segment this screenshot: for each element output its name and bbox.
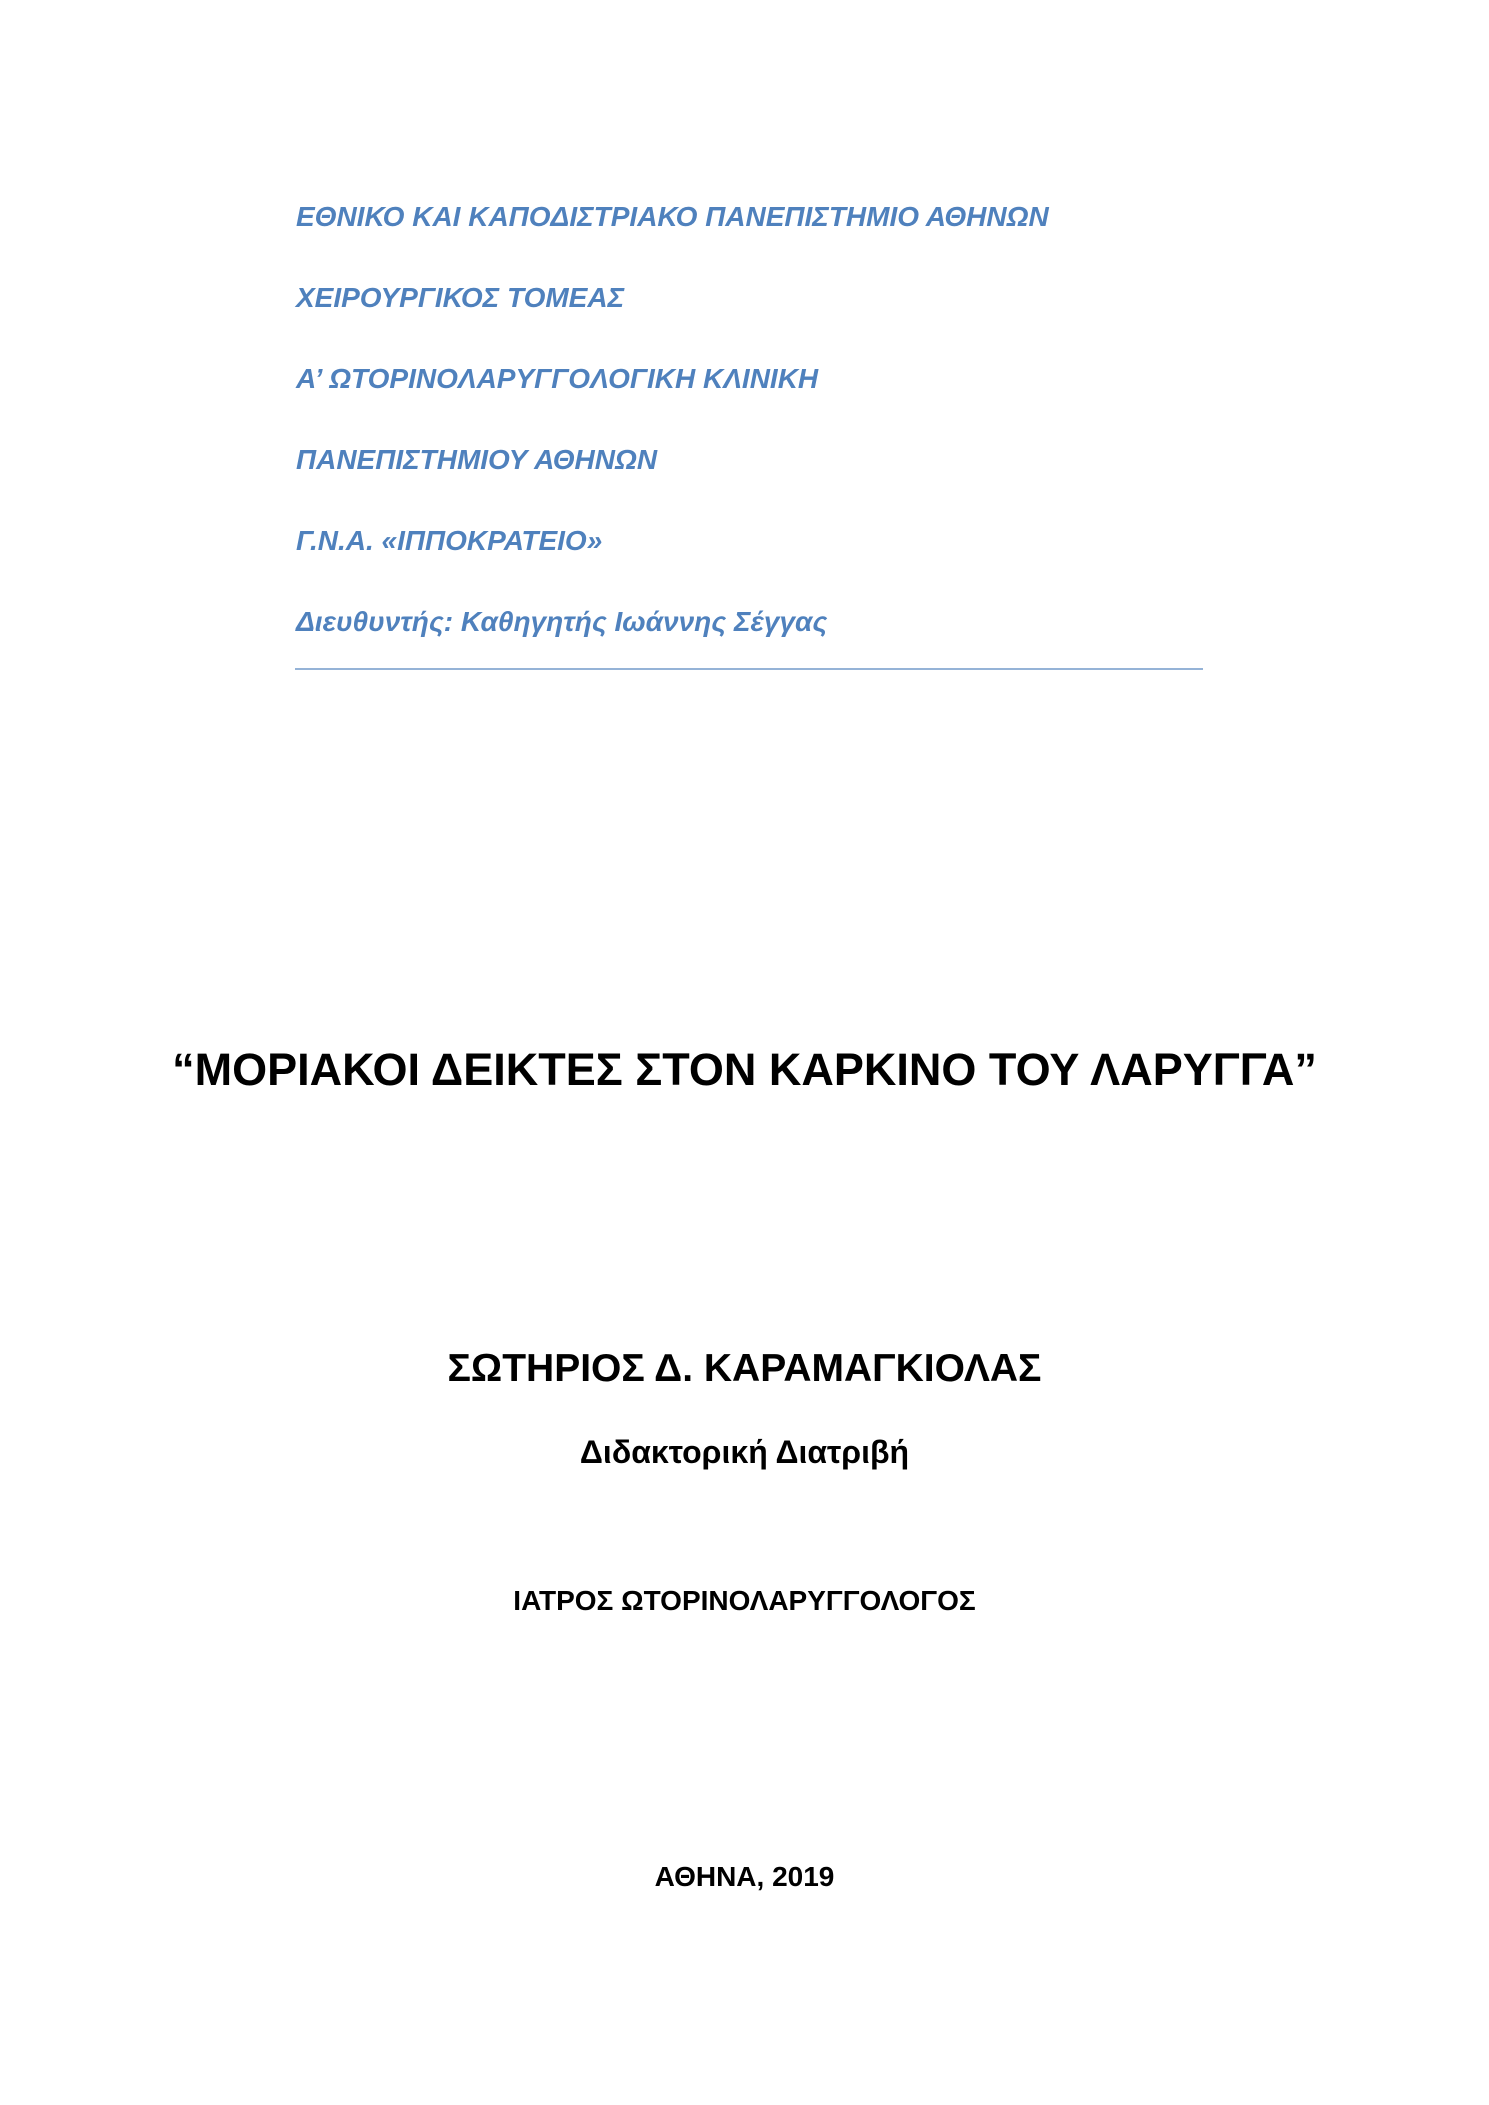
university-name: ΕΘΝΙΚΟ ΚΑΙ ΚΑΠΟΔΙΣΤΡΙΑΚΟ ΠΑΝΕΠΙΣΤΗΜΙΟ ΑΘΗΝΩΝ (296, 201, 1049, 232)
institution-header (296, 200, 1206, 686)
director-line: Διευθυντής: Καθηγητής Ιωάννης Σέγγας (296, 606, 828, 637)
hospital-name: Γ.Ν.Α. «ΙΠΠΟΚΡΑΤΕΙΟ» (296, 525, 603, 556)
place-and-date: ΑΘΗΝΑ, 2019 (654, 1861, 835, 1892)
clinic-university: ΠΑΝΕΠΙΣΤΗΜΙΟΥ ΑΘΗΝΩΝ (296, 444, 658, 475)
author-name: ΣΩΤΗΡΙΟΣ Δ. ΚΑΡΑΜΑΓΚΙΟΛΑΣ (447, 1347, 1042, 1390)
thesis-title: “ΜΟΡΙΑΚΟΙ ΔΕΙΚΤΕΣ ΣΤΟΝ ΚΑΡΚΙΝΟ ΤΟΥ ΛΑΡΥΓΓΑ” (172, 1044, 1317, 1095)
clinic-name: Α’ ΩΤΟΡΙΝΟΛΑΡΥΓΓΟΛΟΓΙΚΗ ΚΛΙΝΙΚΗ (296, 363, 819, 394)
author-profession: ΙΑΤΡΟΣ ΩΤΟΡΙΝΟΛΑΡΥΓΓΟΛΟΓΟΣ (513, 1585, 976, 1616)
header-divider (295, 668, 1203, 670)
department-name: ΧΕΙΡΟΥΡΓΙΚΟΣ ΤΟΜΕΑΣ (296, 282, 625, 313)
document-type: Διδακτορική Διατριβή (579, 1434, 910, 1470)
